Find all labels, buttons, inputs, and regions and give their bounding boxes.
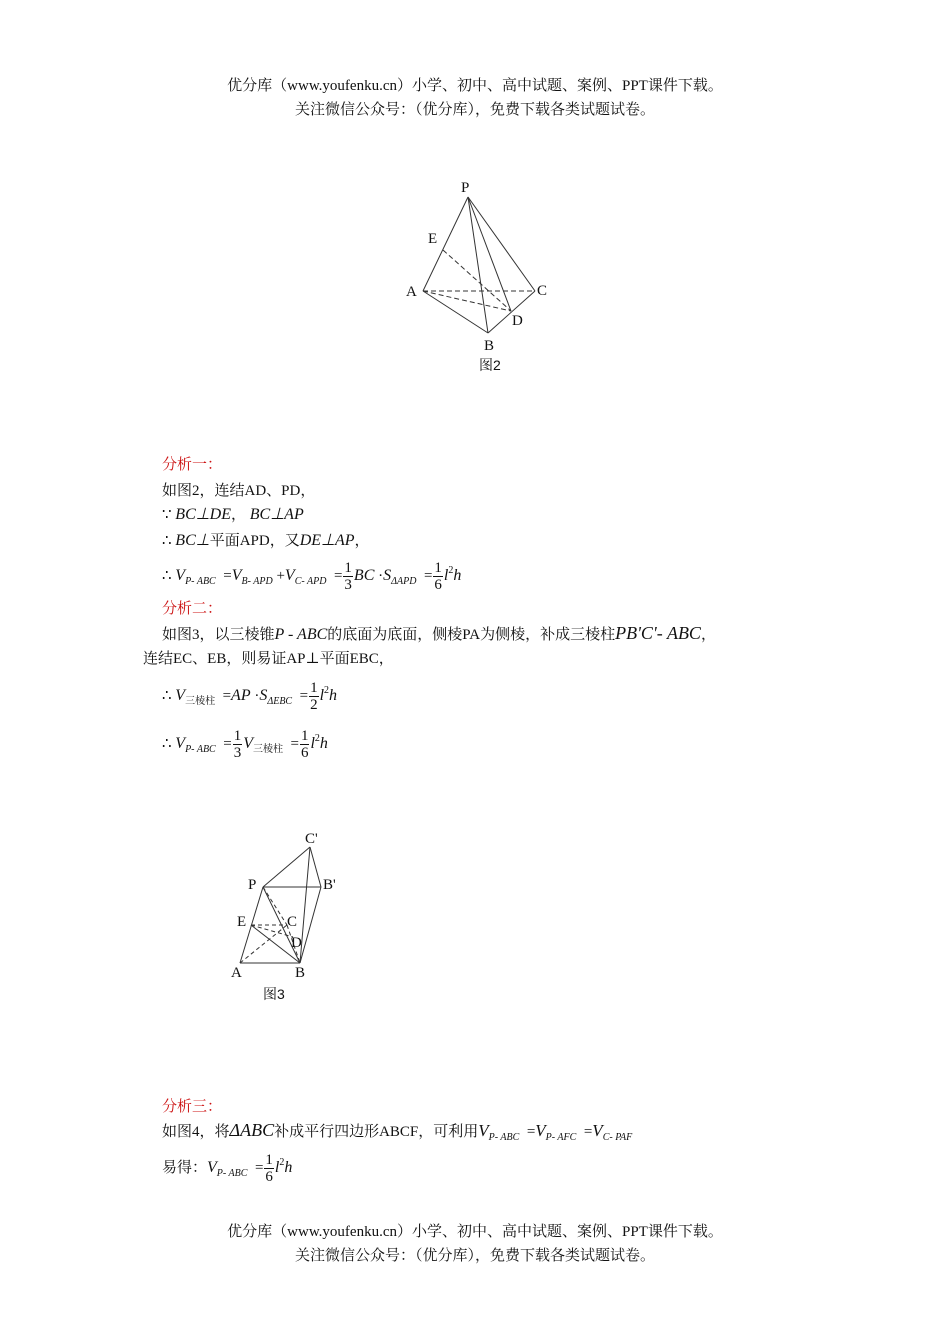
page-footer-line2: 关注微信公众号：（优分库），免费下载各类试题试卷。: [294, 1248, 655, 1264]
analysis-3-line2: [162, 1144, 292, 1193]
edge-c1b1: [310, 847, 321, 887]
edge-ad-dashed: [423, 291, 511, 311]
sub-p-abc: P- ABC: [216, 1168, 248, 1179]
sub-c-paf: C- PAF: [602, 1132, 633, 1143]
equals: =: [583, 1124, 593, 1140]
edge-ac-dashed: [240, 925, 287, 963]
l: l: [274, 1159, 280, 1176]
label-b-prime: B': [323, 877, 336, 893]
exponent-2: 2: [279, 1157, 285, 1168]
analysis-2-line2: 连结EC、EB，则易证AP⊥平面EBC，: [143, 651, 394, 667]
plane-apd-text: 平面APD，又: [209, 533, 300, 549]
equals: =: [333, 568, 343, 584]
figure-2-caption: 图2: [479, 357, 501, 373]
comma: ，: [231, 507, 247, 523]
figure-3-caption: 图3: [263, 986, 285, 1002]
equals: =: [526, 1124, 536, 1140]
bc-perp: BC⊥: [175, 532, 210, 549]
fraction-one-sixth: $\frac{1}{6}$: [265, 1152, 273, 1186]
h: h: [329, 687, 338, 704]
fraction-one-third: $\frac{1}{3}$: [344, 560, 352, 594]
fraction-one-third: $\frac{1}{3}$: [233, 728, 242, 762]
sub-ebc: ΔEBC: [267, 696, 293, 707]
text: 如图4，将: [162, 1124, 230, 1140]
equals: =: [299, 688, 309, 704]
edge-pc: [468, 197, 535, 291]
volume-v: V: [478, 1121, 489, 1140]
analysis-2-formula1: [162, 672, 337, 721]
easy-label: 易得：: [162, 1160, 208, 1176]
label-a: A: [231, 965, 242, 981]
volume-v: V: [231, 567, 242, 584]
area-s: S: [259, 687, 268, 704]
label-c-prime: C': [305, 831, 318, 847]
analysis-1-line3: [162, 530, 370, 552]
text: 补成平行四边形ABCF，可利用: [274, 1124, 479, 1140]
edge-pd: [468, 197, 511, 311]
ap: AP: [231, 687, 251, 704]
page-footer-line1: 优分库（www.youfenku.cn）小学、初中、高中试题、案例、PPT课件下载。: [227, 1224, 723, 1240]
tail: ，: [354, 533, 370, 549]
therefore-symbol: ∴: [162, 568, 172, 584]
exponent-2: 2: [324, 685, 330, 696]
l: l: [310, 735, 315, 752]
label-e: E: [428, 231, 438, 247]
label-c: C: [287, 914, 298, 930]
sub-p-abc: P- ABC: [488, 1132, 520, 1143]
pyramid-p-abc: P - ABC: [274, 626, 328, 643]
analysis-1-line1: 如图2，连结AD、PD，: [162, 483, 316, 499]
exponent-2: 2: [314, 733, 320, 744]
h: h: [284, 1159, 293, 1176]
label-d: D: [512, 313, 523, 329]
volume-v: V: [207, 1159, 217, 1176]
equals: =: [423, 568, 433, 584]
text: 的底面为底面，侧棱PA为侧棱，补成三棱柱: [327, 627, 616, 643]
figure-2-tetrahedron: [395, 175, 565, 380]
fraction-one-sixth: $\frac{1}{6}$: [434, 560, 442, 594]
sub-c-apd: C- APD: [294, 576, 327, 587]
dot: ·: [378, 568, 384, 584]
because-symbol: ∵: [162, 507, 172, 523]
area-s: S: [383, 567, 392, 584]
edge-pb: [468, 197, 488, 333]
volume-v: V: [284, 567, 295, 584]
dot: ·: [254, 688, 260, 704]
volume-v: V: [535, 1121, 546, 1140]
sub-prism: 三棱柱: [252, 744, 283, 755]
page-header-line2: 关注微信公众号：（优分库），免费下载各类试题试卷。: [294, 102, 655, 118]
volume-v: V: [175, 687, 186, 704]
fraction-one-sixth: $\frac{1}{6}$: [300, 728, 309, 762]
equals: =: [222, 688, 232, 704]
sub-b-apd: B- APD: [241, 576, 273, 587]
h: h: [453, 567, 462, 584]
edge-pc1: [263, 847, 310, 887]
label-a: A: [406, 284, 417, 300]
edge-ab: [423, 291, 488, 333]
bc-perp-de: BC⊥DE: [175, 506, 232, 523]
sub-p-afc: P- AFC: [545, 1132, 577, 1143]
plus: +: [276, 568, 285, 584]
therefore-symbol: ∴: [162, 688, 172, 704]
l: l: [319, 687, 325, 704]
text: 如图3，以三棱锥: [162, 627, 275, 643]
bc-perp-ap: BC⊥AP: [249, 506, 304, 523]
analysis-1-title: 分析一：: [162, 457, 223, 473]
de-perp-ap: DE⊥AP: [299, 532, 355, 549]
prism-name: PB'C'- ABC: [615, 623, 701, 643]
label-p: P: [461, 180, 470, 196]
volume-v: V: [175, 567, 186, 584]
label-d: D: [291, 935, 302, 951]
analysis-2-formula2: [162, 720, 328, 769]
analysis-1-formula: [162, 552, 461, 601]
bc: BC: [353, 567, 375, 584]
analysis-3-title: 分析三：: [162, 1099, 223, 1115]
analysis-2-title: 分析二：: [162, 601, 223, 617]
exponent-2: 2: [448, 565, 454, 576]
therefore-symbol: ∴: [162, 736, 172, 752]
volume-v: V: [243, 735, 253, 752]
sub-prism: 三棱柱: [185, 696, 216, 707]
text: ，: [700, 627, 716, 643]
figure-3-prism: [225, 825, 355, 1010]
label-e: E: [237, 914, 247, 930]
label-b: B: [295, 965, 306, 981]
label-c: C: [537, 283, 548, 299]
analysis-2-line1: [162, 622, 716, 646]
triangle-abc: ΔABC: [229, 1120, 275, 1140]
sub-apd: ΔAPD: [391, 576, 417, 587]
therefore-symbol: ∴: [162, 533, 172, 549]
fraction-one-half: $\frac{1}{2}$: [310, 680, 318, 714]
sub-p-abc: P- ABC: [185, 744, 216, 755]
volume-v: V: [592, 1121, 603, 1140]
equals: =: [223, 736, 232, 752]
label-b: B: [484, 338, 495, 354]
analysis-1-line2: [162, 504, 304, 526]
equals: =: [290, 736, 299, 752]
label-p: P: [248, 877, 257, 893]
l: l: [443, 567, 449, 584]
page-header-line1: 优分库（www.youfenku.cn）小学、初中、高中试题、案例、PPT课件下载。: [227, 78, 723, 94]
volume-v: V: [175, 735, 186, 752]
equals: =: [254, 1160, 264, 1176]
equals: =: [223, 568, 232, 584]
h: h: [319, 735, 328, 752]
edge-pc-dashed: [263, 887, 287, 925]
sub-p-abc: P- ABC: [185, 576, 216, 587]
